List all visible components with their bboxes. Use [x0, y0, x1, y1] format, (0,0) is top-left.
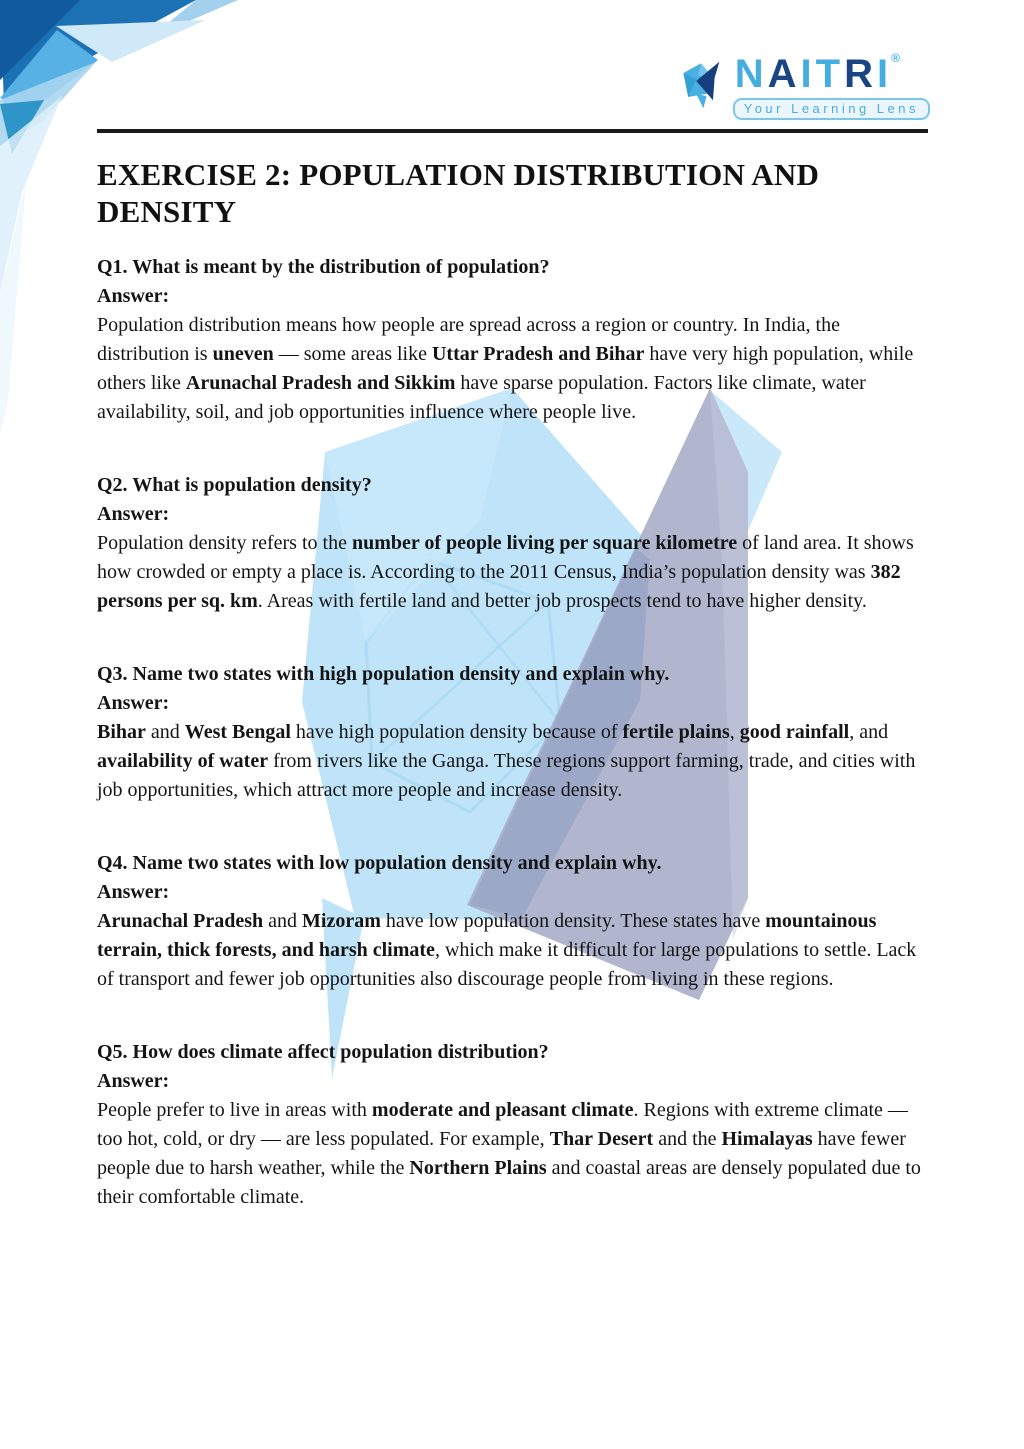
brand-letter: T — [815, 52, 841, 96]
brand-letter: N — [734, 52, 764, 96]
answer-run: and — [145, 721, 185, 743]
answer-text — [97, 1096, 930, 1212]
answer-run: from rivers like the Ganga. These regions support farming, trade, and cities with job opportunities, which attract more people and increase density. — [97, 750, 916, 801]
answer-run-bold: uneven — [212, 343, 274, 365]
answer-run-bold: good rainfall — [739, 721, 850, 743]
brand-tagline: Your Learning Lens — [733, 98, 930, 120]
answer-label: Answer: — [97, 881, 170, 903]
header-rule — [97, 129, 928, 133]
answer-run: and the — [653, 1128, 722, 1150]
answer-run: Population density refers to the — [97, 532, 352, 554]
answer-run: have high population density because of — [290, 721, 623, 743]
questions-list — [97, 253, 930, 1212]
document-body — [97, 156, 930, 1256]
answer-run-bold: Arunachal Pradesh and Sikkim — [185, 372, 456, 394]
question-block — [97, 1038, 930, 1212]
answer-run-bold: Arunachal Pradesh — [97, 910, 264, 932]
answer-run-bold: 382 persons per sq. km — [97, 561, 901, 612]
brand-letter: A — [767, 52, 797, 96]
naitri-logo — [677, 51, 930, 120]
question-heading: Q4. Name two states with low population density and explain why. — [97, 852, 662, 874]
answer-run: People prefer to live in areas with — [97, 1099, 372, 1121]
answer-run: and coastal areas are densely populated due to their comfortable climate. — [97, 1157, 921, 1208]
question-block — [97, 660, 930, 805]
answer-run: have fewer people due to harsh weather, while the — [97, 1128, 906, 1179]
question-heading: Q5. How does climate affect population distribution? — [97, 1041, 549, 1063]
answer-run-bold: moderate and pleasant climate — [371, 1099, 634, 1121]
answer-run: have low population density. These states have — [380, 910, 766, 932]
brand-letter: I — [876, 52, 889, 96]
brand-letter: I — [800, 52, 812, 96]
question-block — [97, 253, 930, 427]
question-block — [97, 471, 930, 616]
registered-mark: ® — [891, 51, 900, 65]
answer-label: Answer: — [97, 503, 170, 525]
answer-run-bold: availability of water — [97, 750, 269, 772]
answer-run: Population distribution means how people are spread across a region or country. In India, the distribution is — [97, 314, 840, 365]
answer-run: and — [263, 910, 303, 932]
answer-run: have sparse population. Factors like climate, water availability, soil, and job opportunities influence where people live. — [97, 372, 866, 423]
answer-text — [97, 311, 930, 427]
answer-run-bold: number of people living per square kilometre — [351, 532, 738, 554]
brand-wordmark — [733, 51, 900, 96]
brand-letter: R — [844, 52, 873, 96]
answer-text — [97, 907, 930, 994]
answer-run-bold: Uttar Pradesh and Bihar — [431, 343, 645, 365]
answer-label: Answer: — [97, 1070, 170, 1092]
answer-run-bold: mountainous terrain, thick forests, and harsh climate — [97, 910, 877, 961]
answer-run-bold: Mizoram — [302, 910, 381, 932]
answer-run-bold: West Bengal — [184, 721, 291, 743]
question-block — [97, 849, 930, 994]
answer-run: , — [729, 721, 740, 743]
answer-label: Answer: — [97, 692, 170, 714]
question-heading: Q1. What is meant by the distribution of population? — [97, 256, 550, 278]
answer-text — [97, 529, 930, 616]
answer-run: of land area. It shows how crowded or empty a place is. According to the 2011 Census, India’s population density was — [97, 532, 914, 583]
answer-run: . Regions with extreme climate — too hot, cold, or dry — are less populated. For example, — [97, 1099, 908, 1150]
page-title: EXERCISE 2: POPULATION DISTRIBUTION AND DENSITY — [97, 157, 820, 229]
naitri-logo-mark-icon — [677, 54, 725, 116]
answer-label: Answer: — [97, 285, 170, 307]
answer-run-bold: Himalayas — [721, 1128, 813, 1150]
answer-run-bold: fertile plains — [622, 721, 730, 743]
answer-run: — some areas like — [273, 343, 432, 365]
answer-run: . Areas with fertile land and better job prospects tend to have higher density. — [257, 590, 867, 612]
answer-run: , and — [849, 721, 889, 743]
answer-run-bold: Bihar — [97, 721, 146, 743]
answer-text — [97, 718, 930, 805]
answer-run-bold: Thar Desert — [549, 1128, 654, 1150]
question-heading: Q3. Name two states with high population density and explain why. — [97, 663, 670, 685]
answer-run: , which make it difficult for large populations to settle. Lack of transport and fewer job opportunities also discourage people from living in these regions. — [97, 939, 917, 990]
answer-run: have very high population, while others like — [97, 343, 914, 394]
answer-run-bold: Northern Plains — [409, 1157, 547, 1179]
question-heading: Q2. What is population density? — [97, 474, 372, 496]
